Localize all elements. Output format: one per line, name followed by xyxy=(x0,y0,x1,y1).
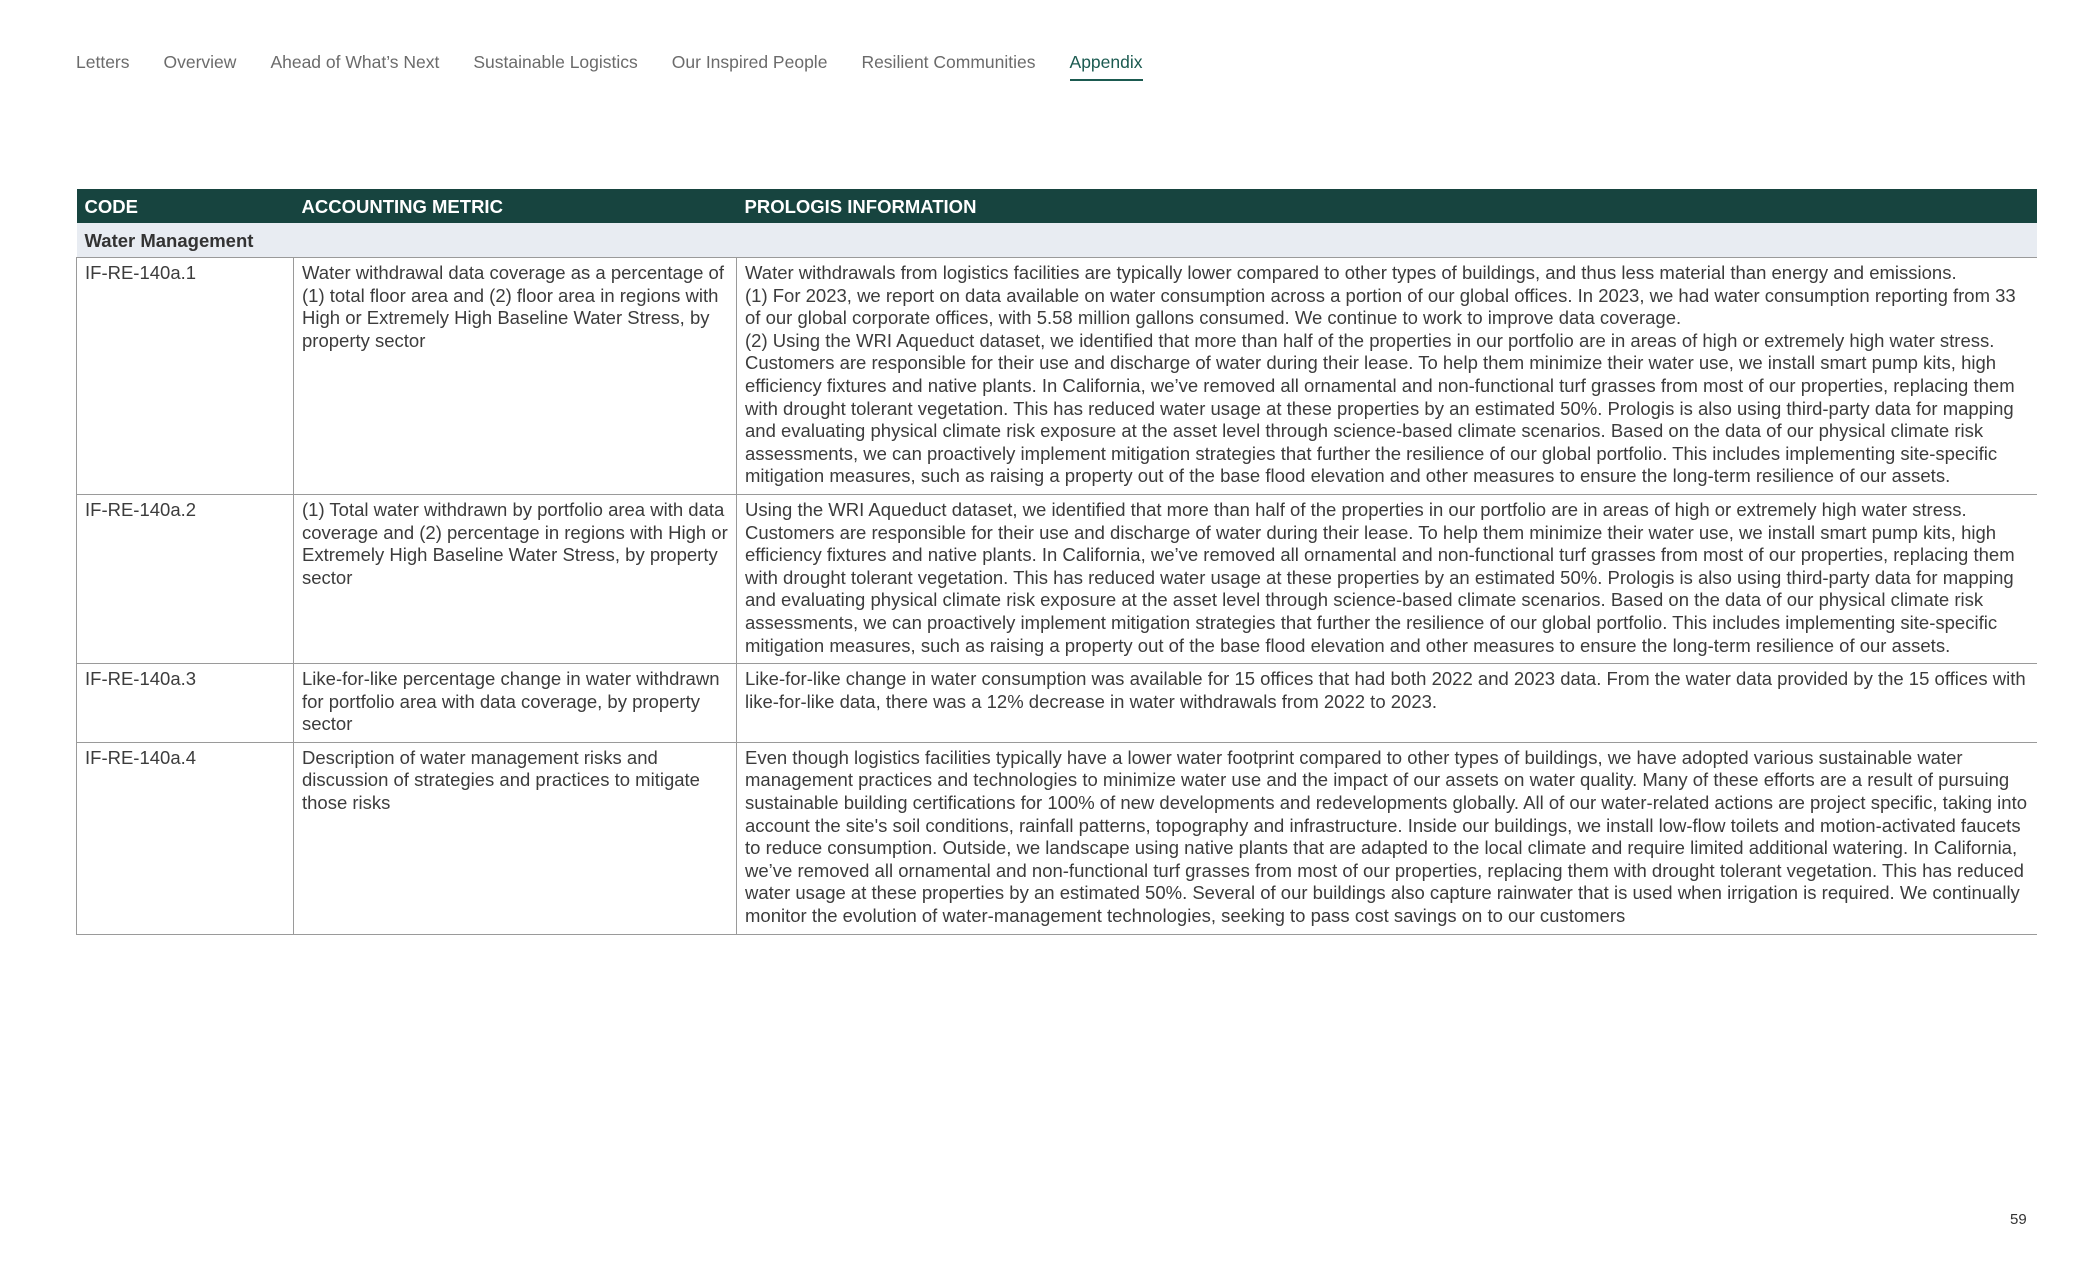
row-metric: Water withdrawal data coverage as a percentage of (1) total floor area and (2) floor area in regions with High or Extremely High Baseline Water Stress, by property sector xyxy=(294,258,737,495)
info-paragraph: Even though logistics facilities typically have a lower water footprint compared to other types of buildings, we have adopted various sustainable water management practices and technologies to minimize water use and the impact of our assets on water quality. Many of these efforts are a result of pursuing sustainable building certifications for 100% of new developments and redevelopments globally. All of our water-related actions are project specific, taking into account the site's soil conditions, rainfall patterns, topography and infrastructure. Inside our buildings, we install low-flow toilets and motion-activated faucets to reduce consumption. Outside, we landscape using native plants that are adapted to the local climate and require limited additional watering. In California, we’ve removed all ornamental and non-functional turf grasses from most of our properties, replacing them with drought tolerant vegetation. This has reduced water usage at these properties by an estimated 50%. Several of our buildings also capture rainwater that is used when irrigation is required. We continually monitor the evolution of water-management technologies, seeking to pass cost savings on to our customers xyxy=(745,746,2028,927)
section-row xyxy=(77,223,2037,258)
info-paragraph: Like-for-like change in water consumption was available for 15 offices that had both 2022 and 2023 data. From the water data provided by the 15 offices with like-for-like data, there was a 12% decrease in water withdrawals from 2022 to 2023. xyxy=(745,668,2026,712)
info-paragraph: Using the WRI Aqueduct dataset, we identified that more than half of the properties in our portfolio are in areas of high or extremely high water stress. Customers are responsible for their use and discharge of water during their lease. To help them minimize their water use, we install smart pump kits, high efficiency fixtures and native plants. In California, we’ve removed all ornamental and non-functional turf grasses from most of our properties, replacing them with drought tolerant vegetation. This has reduced water usage at these properties by an estimated 50%. Prologis is also using third-party data for mapping and evaluating physical climate risk exposure at the asset level through science-based climate scenarios. Based on the data of our physical climate risk assessments, we can proactively implement mitigation strategies that further the resilience of our global portfolio. This includes implementing site-specific mitigation measures, such as raising a property out of the base flood elevation and other measures to ensure the long-term resilience of our assets. xyxy=(745,498,2015,656)
row-metric: Description of water management risks and discussion of strategies and practices to mitigate those risks xyxy=(294,742,737,934)
row-info xyxy=(737,494,2037,663)
nav-item-letters[interactable]: Letters xyxy=(76,52,130,72)
column-header-accounting-metric: ACCOUNTING METRIC xyxy=(294,189,737,223)
row-metric: (1) Total water withdrawn by portfolio area with data coverage and (2) percentage in regions with High or Extremely High Baseline Water Stress, by property sector xyxy=(294,494,737,663)
info-paragraph: Water withdrawals from logistics facilities are typically lower compared to other types of buildings, and thus less material than energy and emissions. xyxy=(745,262,1957,283)
table-row xyxy=(77,494,2037,663)
nav-item-resilient-communities[interactable]: Resilient Communities xyxy=(861,52,1036,72)
nav-item-ahead-of-whats-next[interactable]: Ahead of What’s Next xyxy=(270,52,440,72)
row-metric: Like-for-like percentage change in water withdrawn for portfolio area with data coverage, by property sector xyxy=(294,664,737,743)
row-code: IF-RE-140a.4 xyxy=(77,742,294,934)
column-header-prologis-information: PROLOGIS INFORMATION xyxy=(737,189,2037,223)
column-header-code: CODE xyxy=(77,189,294,223)
nav-item-overview[interactable]: Overview xyxy=(163,52,237,72)
table-row xyxy=(77,742,2037,934)
info-paragraph: (1) For 2023, we report on data available on water consumption across a portion of our global offices. In 2023, we had water consumption reporting from 33 of our global corporate offices, with 5.58 million gallons consumed. We continue to work to improve data coverage. xyxy=(745,284,2016,329)
row-info xyxy=(737,258,2037,495)
row-code: IF-RE-140a.2 xyxy=(77,494,294,663)
table-header-row xyxy=(77,189,2037,223)
nav-item-our-inspired-people[interactable]: Our Inspired People xyxy=(671,52,828,72)
info-paragraph: (2) Using the WRI Aqueduct dataset, we identified that more than half of the properties in our portfolio are in areas of high or extremely high water stress. Customers are responsible for their use and discharge of water during their lease. To help them minimize their water use, we install smart pump kits, high efficiency fixtures and native plants. In California, we’ve removed all ornamental and non-functional turf grasses from most of our properties, replacing them with drought tolerant vegetation. This has reduced water usage at these properties by an estimated 50%. Prologis is also using third-party data for mapping and evaluating physical climate risk exposure at the asset level through science-based climate scenarios. Based on the data of our physical climate risk assessments, we can proactively implement mitigation strategies that further the resilience of our global portfolio. This includes implementing site-specific mitigation measures, such as raising a property out of the base flood elevation and other measures to ensure the long-term resilience of our assets. xyxy=(745,329,2015,487)
row-code: IF-RE-140a.3 xyxy=(77,664,294,743)
table-row xyxy=(77,258,2037,495)
row-code: IF-RE-140a.1 xyxy=(77,258,294,495)
table-row xyxy=(77,664,2037,743)
nav-item-appendix[interactable]: Appendix xyxy=(1070,52,1143,81)
sasb-metrics-table xyxy=(76,189,2037,935)
top-navigation xyxy=(76,52,1143,81)
page-number: 59 xyxy=(2010,1211,2027,1228)
row-info xyxy=(737,664,2037,743)
section-title: Water Management xyxy=(77,223,2037,258)
nav-item-sustainable-logistics[interactable]: Sustainable Logistics xyxy=(473,52,638,72)
row-info xyxy=(737,742,2037,934)
